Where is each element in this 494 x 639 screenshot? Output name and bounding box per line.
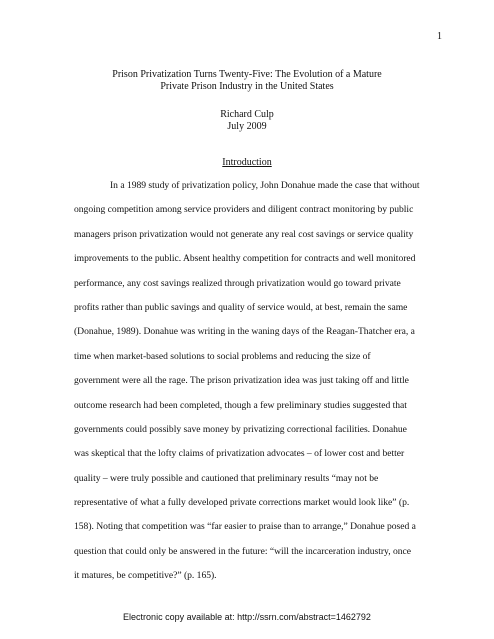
body-line: time when market-based solutions to social problems and reducing the size of [74,350,371,362]
paper-title [0,69,494,93]
body-line: managers prison privatization would not generate any real cost savings or service quality [74,228,414,240]
title-line-1: Prison Privatization Turns Twenty-Five: The Evolution of a Mature [112,69,382,80]
body-paragraph [74,180,446,595]
body-line: profits rather than public savings and quality of service would, at best, remain the same [74,301,408,313]
publication-date: July 2009 [227,121,267,132]
body-line: was skeptical that the lofty claims of privatization advocates – of lower cost and better [74,448,405,460]
section-heading-text: Introduction [222,157,272,168]
body-line: ongoing competition among service providers and diligent contract monitoring by public [74,204,414,216]
body-line: outcome research had been completed, though a few preliminary studies suggested that [74,399,407,411]
section-heading [0,157,494,169]
body-line: governments could possibly save money by privatizing correctional facilities. Donahue [74,423,407,435]
body-line: government were all the rage. The prison privatization idea was just taking off and little [74,375,409,387]
title-line-2: Private Prison Industry in the United States [160,81,334,92]
body-line: (Donahue, 1989). Donahue was writing in the waning days of the Reagan-Thatcher era, a [74,326,415,338]
author-name: Richard Culp [220,109,274,120]
page-number: 1 [437,31,442,42]
author-block [0,109,494,133]
body-line: representative of what a fully developed private corrections market would look like” (p. [74,497,410,509]
body-line: 158). Noting that competition was “far easier to praise than to arrange,” Donahue posed a [74,521,416,533]
body-line: quality – were truly possible and cautioned that preliminary results “may not be [74,472,379,484]
body-line: improvements to the public. Absent healthy competition for contracts and well monitored [74,253,416,265]
body-line: performance, any cost savings realized through privatization would go toward private [74,277,401,289]
body-line: question that could only be answered in the future: “will the incarceration industry, once [74,545,411,557]
body-line: In a 1989 study of privatization policy, John Donahue made the case that without [110,180,420,191]
body-line: it matures, be competitive?” (p. 165). [74,570,217,582]
ssrn-footer: Electronic copy available at: http://ssrn.com/abstract=1462792 [123,612,371,622]
